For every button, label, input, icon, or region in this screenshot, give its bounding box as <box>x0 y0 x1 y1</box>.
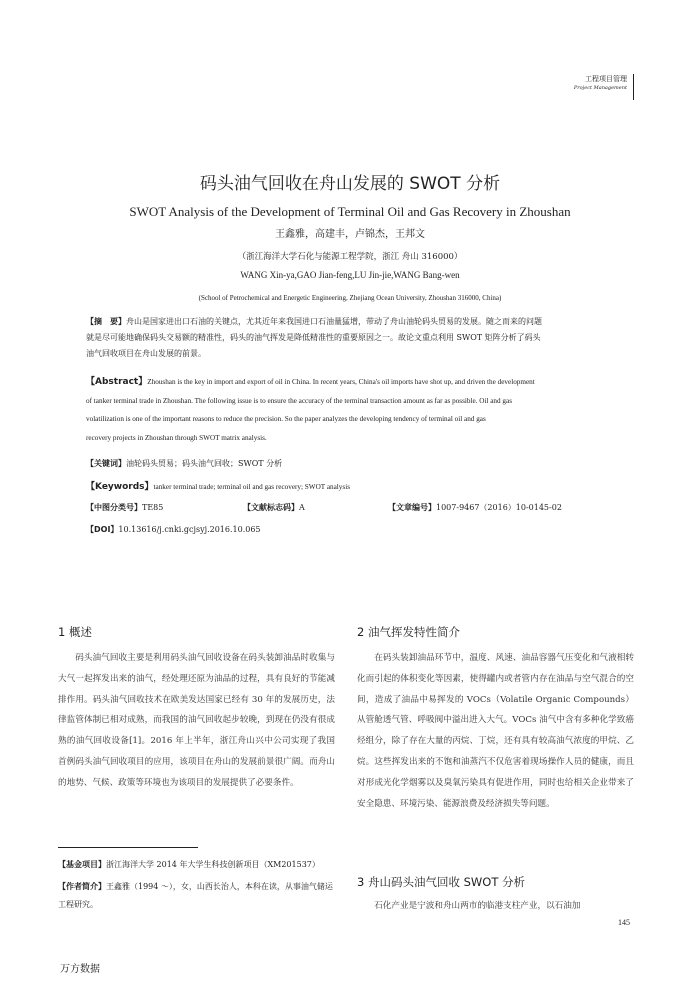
paper-title-cn: 码头油气回收在舟山发展的 SWOT 分析 <box>199 174 501 194</box>
footnote-author-text: 王鑫雅（1994 ～），女，山西长治人，本科在读，从事油气储运工程研究。 <box>58 882 333 909</box>
doi <box>86 522 610 538</box>
abstract-en-label: 【Abstract】 <box>86 377 148 387</box>
abstract-en-line-3: volatilization is one of the important reasons to reduce the precision. So the paper analyzes the developing tendency of terminal oil and gas <box>86 415 486 423</box>
section-3-title: 3 舟山码头油气回收 SWOT 分析 <box>357 875 526 889</box>
running-header <box>574 74 634 100</box>
article-number: 【文章编号】1007-9467（2016）10-0145-02 <box>388 503 562 512</box>
footnote-fund-label: 【基金项目】 <box>58 860 106 869</box>
footnote-rule <box>58 847 198 848</box>
abstract-cn <box>86 314 610 362</box>
keywords-cn-label: 【关键词】 <box>86 459 126 468</box>
keywords-cn-text: 油轮码头贸易；码头油气回收；SWOT 分析 <box>126 459 283 468</box>
abstract-cn-line-1: 【摘 要】舟山是国家进出口石油的关键点，尤其近年来我国进口石油量猛增，带动了舟山油轮码头贸易的发展。随之而来的问题 <box>86 317 542 326</box>
running-header-cn: 工程项目管理 <box>585 75 627 83</box>
wanfang-watermark: 万方数据 <box>60 964 100 975</box>
classification-row <box>86 500 610 516</box>
keywords-en-text: tanker terminal trade; terminal oil and gas recovery; SWOT analysis <box>153 483 350 491</box>
abstract-cn-line-2: 就是尽可能地确保码头交易额的精准性，码头的油气挥发是降低精准性的重要原因之一。故论文重点利用 SWOT 矩阵分析了码头 <box>86 333 541 342</box>
doi-label: 【DOI】 <box>86 525 119 534</box>
abstract-en-line-2: of tanker terminal trade in Zhoushan. The following issue is to ensure the accuracy of the terminal transaction amount as far as possible. Oil and gas <box>86 396 512 405</box>
doi-value: 10.13616/j.cnki.gcjsyj.2016.10.065 <box>118 525 261 534</box>
footnote-fund-text: 浙江海洋大学 2014 年大学生科技创新项目（XM201537） <box>106 860 320 869</box>
abstract-en-line-4: recovery projects in Zhoushan through SWOT matrix analysis. <box>86 433 267 442</box>
affiliation-cn: （浙江海洋大学石化与能源工程学院，浙江 舟山 316000） <box>237 252 463 262</box>
footnote-fund <box>58 856 340 874</box>
section-3-body: 石化产业是宁波和舟山两市的临港支柱产业，以石油加 <box>374 901 581 911</box>
abstract-en-line-1: 【Abstract】Zhoushan is the key in import and export of oil in China. In recent years, China's oil imports have shot up, and driven the development <box>86 377 535 387</box>
page-number: 145 <box>618 918 630 927</box>
document-code: 【文献标志码】A <box>243 503 305 512</box>
abstract-cn-line-3: 油气回收项目在舟山发展的前景。 <box>86 349 206 358</box>
section-1-body: 码头油气回收主要是利用码头油气回收设备在码头装卸油品时收集与大气一起挥发出来的油气，经处理还原为油品的过程，具有良好的节能减排作用。码头油气回收技术在欧美发达国家已经有 30 年的发展历史，法律监管体制已相对成熟，而我国的油气回收起步较晚，到现在仍没有很成熟的油气回收设备[1]。2016 年上半年，浙江舟山兴中公司实现了我国首例码头油气回收项目的应用，该项目在舟山的发展前景很广阔。而舟山的地势、气候、政策等环境也为该项目的发展提供了必要条件。 <box>58 653 335 788</box>
clc-number: 【中图分类号】TE85 <box>86 503 164 512</box>
affiliation-en: (School of Petrochemical and Energetic Engineering, Zhejiang Ocean University, Zhoushan 316000, China) <box>198 294 502 302</box>
keywords-en <box>86 478 610 497</box>
section-2-title: 2 油气挥发特性简介 <box>357 625 460 639</box>
section-2-body: 在码头装卸油品环节中，温度、风速、油品容器气压变化和气液相转化而引起的体积变化等因素，使得罐内或者管内存在油品与空气混合的空间，造成了油品中易挥发的 VOCs（Volatile Organic Compounds）从管舱透气管、呼吸阀中溢出进入大气。VOCs 油气中含有多种化学致癌烃组分，除了存在大量的丙烷、丁烷，还有具有较高油气浓度的甲烷、乙烷。这些挥发出来的不饱和油蒸汽不仅危害着现场操作人员的健康，而且对形成光化学烟雾以及臭氧污染具有促进作用，同时也给相关企业带来了安全隐患、环境污染、能源浪费及经济损失等问题。 <box>357 653 634 809</box>
authors-en: WANG Xin-ya,GAO Jian-feng,LU Jin-jie,WANG Bang-wen <box>240 270 460 280</box>
paper-title-en: SWOT Analysis of the Development of Terminal Oil and Gas Recovery in Zhoushan <box>129 204 571 219</box>
abstract-en <box>86 373 610 447</box>
running-header-en: Project Management <box>573 85 627 91</box>
keywords-cn <box>86 456 610 472</box>
section-1-title: 1 概述 <box>58 625 92 639</box>
authors-cn: 王鑫雅，高建丰，卢锦杰，王邦文 <box>275 229 425 240</box>
abstract-cn-label: 【摘 要】 <box>86 317 126 326</box>
footnote-author <box>58 878 340 914</box>
keywords-en-label: 【Keywords】 <box>86 482 154 492</box>
footnote-author-label: 【作者简介】 <box>58 882 106 891</box>
